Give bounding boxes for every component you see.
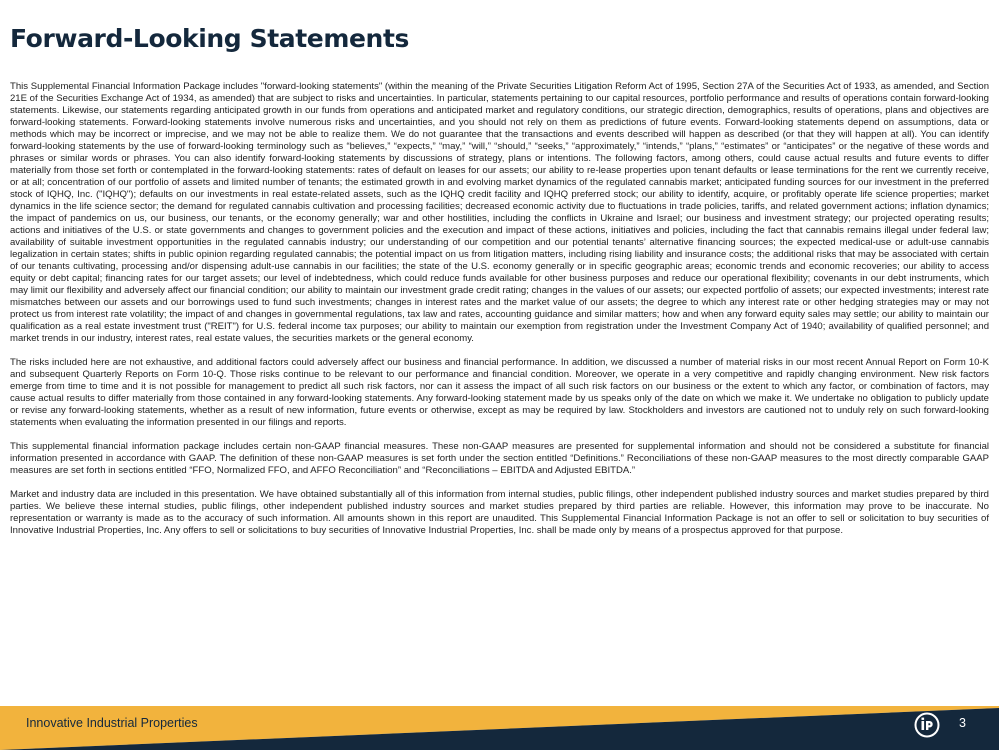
footer-company-name: Innovative Industrial Properties <box>26 716 198 730</box>
iip-logo-icon <box>914 712 940 738</box>
page-title: Forward-Looking Statements <box>10 24 409 53</box>
paragraph-risks: The risks included here are not exhaustive, and additional factors could adversely affect our business and financial performance. In addition, we discussed a number of material risks in our most recent Annual Report on Form 10-K and subsequent Quarterly Reports on Form 10-Q. Those risks continue to be relevant to our performance and financial condition. Moreover, we operate in a very competitive and rapidly changing environment. New risk factors emerge from time to time and it is not possible for management to predict all such risk factors, nor can it assess the impact of all such risk factors on our business or the extent to which any factor, or combination of factors, may cause actual results to differ materially from those contained in any forward-looking statements. Any forward-looking statement made by us speaks only of the date on which we make it. We undertake no obligation to publicly update or revise any forward-looking statements, whether as a result of new information, future events or otherwise, except as may be required by law. Stockholders and investors are cautioned not to unduly rely on such forward-looking statements when evaluating the information presented in our filings and reports. <box>10 357 989 428</box>
page-number: 3 <box>959 716 966 730</box>
disclaimer-body <box>10 81 989 549</box>
paragraph-forward-looking: This Supplemental Financial Information Package includes "forward-looking statements" (within the meaning of the Private Securities Litigation Reform Act of 1995, Section 27A of the Securities Act of 1933, as amended, and Section 21E of the Securities Exchange Act of 1934, as amended) that are subject to risks and uncertainties. In particular, statements pertaining to our capital resources, portfolio performance and results of operations contain forward-looking statements. Likewise, our statements regarding anticipated growth in our funds from operations and anticipated market and regulatory conditions, our strategic direction, demographics, results of operations, plans and objectives are forward-looking statements. Forward-looking statements involve numerous risks and uncertainties, and you should not rely on them as predictions of future events. Forward-looking statements depend on assumptions, data or methods which may be incorrect or imprecise, and we may not be able to realize them. We do not guarantee that the transactions and events described will happen as described (or that they will happen at all). You can identify forward-looking statements by the use of forward-looking terminology such as “believes,” “expects,” “may,” “will,” “should,” “seeks,” “approximately,” “intends,” “plans,” “estimates” or “anticipates” or the negative of these words and phrases or similar words or phrases. You can also identify forward-looking statements by discussions of strategy, plans or intentions. The following factors, among others, could cause actual results and future events to differ materially from those set forth or contemplated in the forward-looking statements: rates of default on leases for our assets; our ability to re-lease properties upon tenant defaults or lease terminations for the rent we currently receive, or at all; concentration of our portfolio of assets and limited number of tenants; the estimated growth in and evolving market dynamics of the regulated cannabis market; anticipated funding sources for our investment in the preferred stock of IQHQ, Inc. ("IQHQ"); defaults on our investments in real estate-related assets, such as the IQHQ credit facility and IQHQ preferred stock; our ability to identify, acquire, or profitably operate life science properties; market dynamics in the life science sector; the demand for regulated cannabis cultivation and processing facilities; decreased economic activity due to fluctuations in trade policies, tariffs, and related government actions; inflation dynamics; the impact of pandemics on us, our business, our tenants, or the economy generally; war and other hostilities, including the conflicts in Ukraine and Israel; our business and investment strategy; our projected operating results; actions and initiatives of the U.S. or state governments and changes to government policies and the execution and impact of these actions, initiatives and policies, including the fact that cannabis remains illegal under federal law; availability of suitable investment opportunities in the regulated cannabis industry; our understanding of our competition and our potential tenants’ alternative financing sources; the expected medical-use or adult-use cannabis legalization in certain states; shifts in public opinion regarding regulated cannabis; the potential impact on us from litigation matters, including rising liability and insurance costs; the additional risks that may be associated with certain of our tenants cultivating, processing and/or dispensing adult-use cannabis in our facilities; the state of the U.S. economy generally or in specific geographic areas; economic trends and economic recoveries; our ability to access equity or debt capital; financing rates for our target assets; our level of indebtedness, which could reduce funds available for other business purposes and reduce our operational flexibility; covenants in our debt instruments, which may limit our flexibility and adversely affect our financial condition; our ability to maintain our investment grade credit rating; changes in the values of our assets; our expected portfolio of assets; our expected investments; interest rate mismatches between our assets and our borrowings used to fund such investments; changes in interest rates and the market value of our assets; the degree to which any interest rate or other hedging strategies may or may not protect us from interest rate volatility; the impact of and changes in governmental regulations, tax law and rates, accounting guidance and similar matters; how and when any forward equity sales may settle; our ability to maintain our qualification as a real estate investment trust ("REIT") for U.S. federal income tax purposes; our ability to maintain our exemption from registration under the Investment Company Act of 1940; availability of qualified personnel; and market trends in our industry, interest rates, real estate values, the securities markets or the general economy. <box>10 81 989 344</box>
paragraph-non-gaap: This supplemental financial information package includes certain non-GAAP financial measures. These non-GAAP measures are presented for supplemental information and should not be considered a substitute for financial information presented in accordance with GAAP. The definition of these non-GAAP measures is set forth under the section entitled “Definitions.” Reconciliations of these non-GAAP measures to the most directly comparable GAAP measures are set forth in sections entitled “FFO, Normalized FFO, and AFFO Reconciliation” and “Reconciliations – EBITDA and Adjusted EBITDA.” <box>10 441 989 476</box>
paragraph-market-data: Market and industry data are included in this presentation. We have obtained substantially all of this information from internal studies, public filings, other independent published industry sources and market studies prepared by third parties. We believe these internal studies, public filings, other independent published industry sources and market studies prepared by third parties are reliable. However, this information may prove to be inaccurate. No representation or warranty is made as to the accuracy of such information. All amounts shown in this report are unaudited. This Supplemental Financial Information Package is not an offer to sell or solicitation to buy securities of Innovative Industrial Properties, Inc. Any offers to sell or solicitations to buy securities of Innovative Industrial Properties, Inc. shall be made only by means of a prospectus approved for that purpose. <box>10 489 989 536</box>
